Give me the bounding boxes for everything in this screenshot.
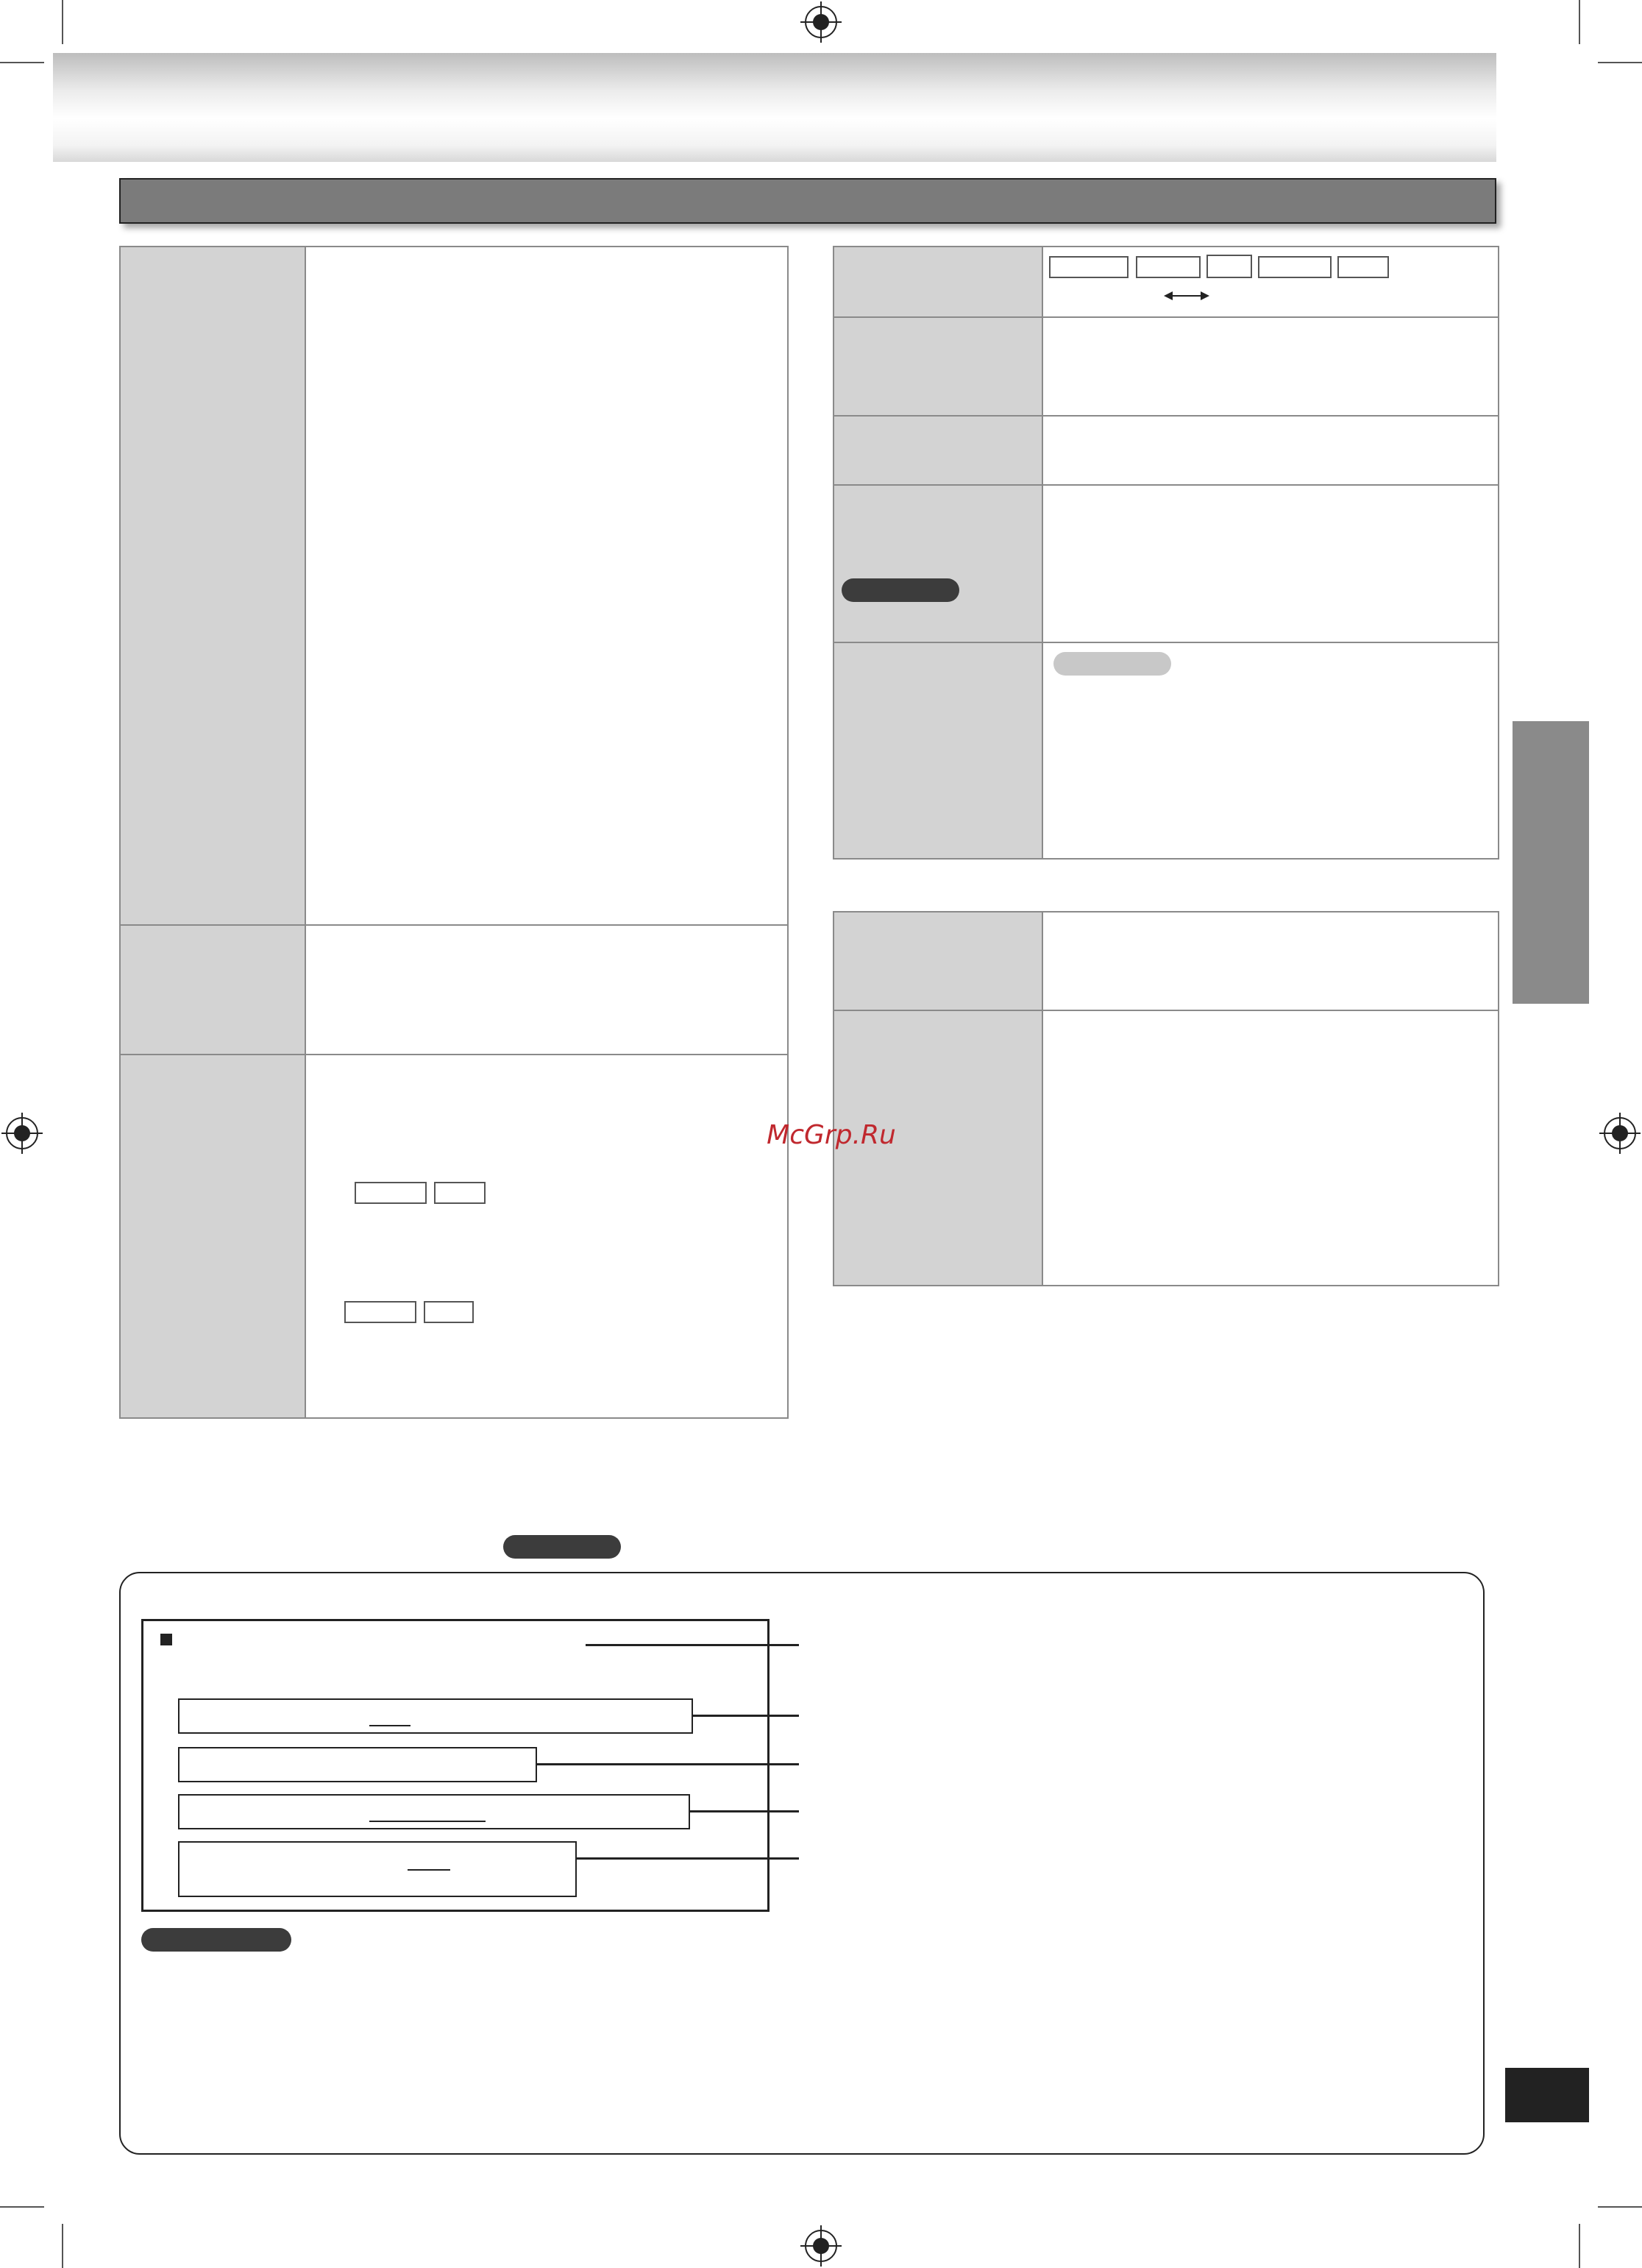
option-box — [1206, 255, 1252, 278]
dark-label-badge — [503, 1535, 621, 1559]
registration-target-icon — [6, 1117, 38, 1149]
crop-mark-top-left-h — [0, 62, 44, 63]
double-arrow-icon — [1164, 291, 1173, 300]
watermark-text: McGrp.Ru — [767, 1120, 896, 1150]
section-side-tab — [1513, 721, 1589, 1004]
crop-mark-top-right-v — [1579, 0, 1580, 44]
diagram-row-box — [178, 1841, 577, 1897]
dark-label-badge — [842, 578, 959, 602]
crop-mark-bottom-right-h — [1598, 2206, 1642, 2208]
crop-mark-bottom-right-v — [1579, 2224, 1580, 2268]
leader-line — [577, 1857, 799, 1860]
page-number-box — [1505, 2068, 1589, 2122]
underline-mark — [408, 1869, 450, 1871]
option-box — [1049, 256, 1129, 278]
table-label-cell — [834, 486, 1043, 642]
table-label-cell — [834, 247, 1043, 316]
registration-target-icon — [805, 2230, 837, 2262]
registration-target-icon — [1604, 1117, 1636, 1149]
leader-line — [537, 1763, 799, 1765]
table-label-cell — [834, 912, 1043, 1010]
table-label-cell — [834, 417, 1043, 484]
crop-mark-bottom-left-h — [0, 2206, 44, 2208]
underline-mark — [369, 1725, 410, 1726]
option-box — [1337, 256, 1389, 278]
diagram-row-box — [178, 1698, 693, 1734]
right-settings-table-upper — [833, 246, 1499, 860]
table-label-cell — [834, 643, 1043, 858]
square-bullet-icon — [160, 1634, 172, 1645]
double-arrow-icon — [1201, 291, 1209, 300]
option-box — [355, 1182, 427, 1204]
option-box — [344, 1301, 416, 1323]
table-label-cell — [121, 926, 306, 1054]
double-arrow-icon — [1171, 295, 1202, 297]
crop-mark-bottom-left-v — [62, 2224, 63, 2268]
section-title-bar — [119, 178, 1496, 224]
leader-line — [690, 1810, 799, 1812]
option-box — [424, 1301, 474, 1323]
table-label-cell — [121, 247, 306, 926]
underline-mark — [369, 1821, 486, 1822]
option-box — [1258, 256, 1332, 278]
right-settings-table-lower — [833, 911, 1499, 1286]
table-label-cell — [834, 318, 1043, 415]
option-box — [1136, 256, 1201, 278]
light-label-badge — [1053, 652, 1171, 676]
dark-label-badge — [141, 1928, 291, 1952]
diagram-row-box — [178, 1794, 690, 1829]
crop-mark-top-left-v — [62, 0, 63, 44]
diagram-row-box — [178, 1747, 537, 1782]
leader-line — [586, 1644, 799, 1646]
registration-target-icon — [805, 6, 837, 38]
option-box — [434, 1182, 486, 1204]
crop-mark-top-right-h — [1598, 62, 1642, 63]
leader-line — [693, 1715, 799, 1717]
header-band — [53, 53, 1496, 162]
left-settings-table — [119, 246, 789, 1419]
table-label-cell — [121, 1055, 306, 1417]
